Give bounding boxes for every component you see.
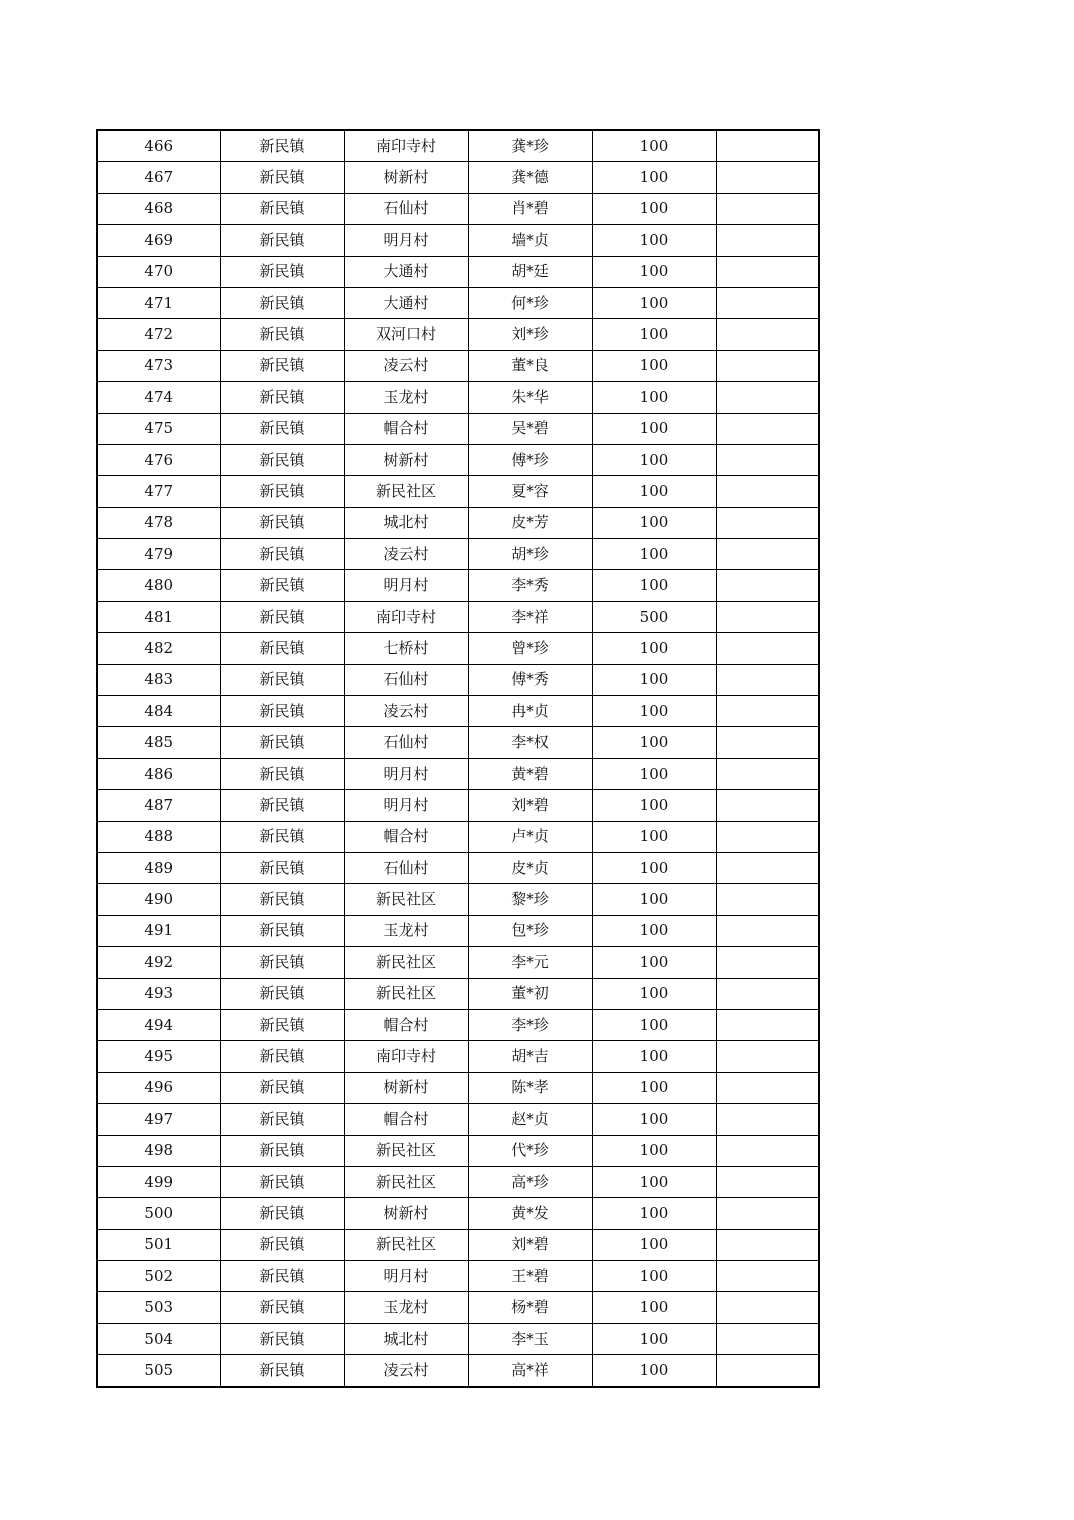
amount-cell: 100 xyxy=(592,350,716,381)
table-row xyxy=(97,444,819,475)
town-cell: 新民镇 xyxy=(220,1229,344,1260)
village-cell: 南印寺村 xyxy=(344,1041,468,1072)
note-cell xyxy=(716,256,819,287)
town-cell: 新民镇 xyxy=(220,1041,344,1072)
name-cell: 杨*碧 xyxy=(468,1292,592,1323)
row-number-cell: 471 xyxy=(97,287,220,318)
note-cell xyxy=(716,758,819,789)
amount-cell: 100 xyxy=(592,162,716,193)
table-row xyxy=(97,601,819,632)
amount-cell: 100 xyxy=(592,1135,716,1166)
village-cell: 七桥村 xyxy=(344,633,468,664)
row-number-cell: 487 xyxy=(97,790,220,821)
table-row xyxy=(97,287,819,318)
row-number-cell: 500 xyxy=(97,1198,220,1229)
town-cell: 新民镇 xyxy=(220,884,344,915)
table-row xyxy=(97,1261,819,1292)
row-number-cell: 498 xyxy=(97,1135,220,1166)
amount-cell: 100 xyxy=(592,852,716,883)
amount-cell: 100 xyxy=(592,978,716,1009)
village-cell: 明月村 xyxy=(344,570,468,601)
town-cell: 新民镇 xyxy=(220,947,344,978)
name-cell: 黄*发 xyxy=(468,1198,592,1229)
town-cell: 新民镇 xyxy=(220,1323,344,1354)
village-cell: 树新村 xyxy=(344,1198,468,1229)
row-number-cell: 504 xyxy=(97,1323,220,1354)
name-cell: 何*珍 xyxy=(468,287,592,318)
village-cell: 新民社区 xyxy=(344,1229,468,1260)
note-cell xyxy=(716,507,819,538)
town-cell: 新民镇 xyxy=(220,319,344,350)
amount-cell: 100 xyxy=(592,287,716,318)
town-cell: 新民镇 xyxy=(220,601,344,632)
table-row xyxy=(97,978,819,1009)
name-cell: 高*祥 xyxy=(468,1355,592,1387)
village-cell: 树新村 xyxy=(344,1072,468,1103)
row-number-cell: 481 xyxy=(97,601,220,632)
town-cell: 新民镇 xyxy=(220,350,344,381)
name-cell: 赵*贞 xyxy=(468,1104,592,1135)
note-cell xyxy=(716,539,819,570)
table-row xyxy=(97,539,819,570)
note-cell xyxy=(716,570,819,601)
village-cell: 城北村 xyxy=(344,507,468,538)
town-cell: 新民镇 xyxy=(220,162,344,193)
village-cell: 明月村 xyxy=(344,758,468,789)
table-row xyxy=(97,664,819,695)
name-cell: 李*珍 xyxy=(468,1009,592,1040)
amount-cell: 100 xyxy=(592,225,716,256)
row-number-cell: 502 xyxy=(97,1261,220,1292)
row-number-cell: 479 xyxy=(97,539,220,570)
name-cell: 肖*碧 xyxy=(468,193,592,224)
village-cell: 玉龙村 xyxy=(344,915,468,946)
name-cell: 傅*珍 xyxy=(468,444,592,475)
village-cell: 南印寺村 xyxy=(344,130,468,162)
name-cell: 胡*吉 xyxy=(468,1041,592,1072)
amount-cell: 100 xyxy=(592,413,716,444)
name-cell: 代*珍 xyxy=(468,1135,592,1166)
name-cell: 胡*珍 xyxy=(468,539,592,570)
note-cell xyxy=(716,413,819,444)
table-row xyxy=(97,225,819,256)
row-number-cell: 485 xyxy=(97,727,220,758)
row-number-cell: 478 xyxy=(97,507,220,538)
town-cell: 新民镇 xyxy=(220,1104,344,1135)
row-number-cell: 476 xyxy=(97,444,220,475)
village-cell: 玉龙村 xyxy=(344,382,468,413)
note-cell xyxy=(716,162,819,193)
amount-cell: 100 xyxy=(592,821,716,852)
name-cell: 吴*碧 xyxy=(468,413,592,444)
amount-cell: 100 xyxy=(592,633,716,664)
table-row xyxy=(97,1198,819,1229)
town-cell: 新民镇 xyxy=(220,1292,344,1323)
town-cell: 新民镇 xyxy=(220,915,344,946)
table-row xyxy=(97,633,819,664)
row-number-cell: 490 xyxy=(97,884,220,915)
table-row xyxy=(97,319,819,350)
table-row xyxy=(97,476,819,507)
village-cell: 石仙村 xyxy=(344,727,468,758)
village-cell: 凌云村 xyxy=(344,539,468,570)
village-cell: 石仙村 xyxy=(344,664,468,695)
village-cell: 明月村 xyxy=(344,790,468,821)
village-cell: 帽合村 xyxy=(344,1009,468,1040)
town-cell: 新民镇 xyxy=(220,1261,344,1292)
name-cell: 龚*珍 xyxy=(468,130,592,162)
town-cell: 新民镇 xyxy=(220,1135,344,1166)
note-cell xyxy=(716,884,819,915)
village-cell: 新民社区 xyxy=(344,978,468,1009)
village-cell: 南印寺村 xyxy=(344,601,468,632)
note-cell xyxy=(716,225,819,256)
town-cell: 新民镇 xyxy=(220,1072,344,1103)
table-row xyxy=(97,382,819,413)
row-number-cell: 496 xyxy=(97,1072,220,1103)
table-row xyxy=(97,790,819,821)
town-cell: 新民镇 xyxy=(220,1355,344,1387)
note-cell xyxy=(716,1135,819,1166)
name-cell: 皮*芳 xyxy=(468,507,592,538)
note-cell xyxy=(716,915,819,946)
name-cell: 龚*德 xyxy=(468,162,592,193)
village-cell: 大通村 xyxy=(344,256,468,287)
table-row xyxy=(97,1323,819,1354)
amount-cell: 100 xyxy=(592,1166,716,1197)
village-cell: 新民社区 xyxy=(344,884,468,915)
town-cell: 新民镇 xyxy=(220,821,344,852)
amount-cell: 100 xyxy=(592,1009,716,1040)
village-cell: 明月村 xyxy=(344,225,468,256)
note-cell xyxy=(716,1072,819,1103)
row-number-cell: 477 xyxy=(97,476,220,507)
row-number-cell: 484 xyxy=(97,696,220,727)
table-row xyxy=(97,884,819,915)
name-cell: 卢*贞 xyxy=(468,821,592,852)
note-cell xyxy=(716,193,819,224)
name-cell: 墙*贞 xyxy=(468,225,592,256)
row-number-cell: 483 xyxy=(97,664,220,695)
amount-cell: 100 xyxy=(592,130,716,162)
table-row xyxy=(97,1041,819,1072)
row-number-cell: 499 xyxy=(97,1166,220,1197)
note-cell xyxy=(716,978,819,1009)
town-cell: 新民镇 xyxy=(220,193,344,224)
village-cell: 玉龙村 xyxy=(344,1292,468,1323)
town-cell: 新民镇 xyxy=(220,664,344,695)
table-row xyxy=(97,1292,819,1323)
village-cell: 帽合村 xyxy=(344,413,468,444)
name-cell: 李*玉 xyxy=(468,1323,592,1354)
table-row xyxy=(97,413,819,444)
town-cell: 新民镇 xyxy=(220,256,344,287)
table-row xyxy=(97,1355,819,1387)
roster-table xyxy=(96,129,820,1388)
note-cell xyxy=(716,319,819,350)
table-row xyxy=(97,1104,819,1135)
village-cell: 凌云村 xyxy=(344,696,468,727)
note-cell xyxy=(716,1229,819,1260)
table-row xyxy=(97,758,819,789)
row-number-cell: 466 xyxy=(97,130,220,162)
town-cell: 新民镇 xyxy=(220,507,344,538)
name-cell: 夏*容 xyxy=(468,476,592,507)
row-number-cell: 491 xyxy=(97,915,220,946)
village-cell: 树新村 xyxy=(344,162,468,193)
amount-cell: 100 xyxy=(592,884,716,915)
note-cell xyxy=(716,1009,819,1040)
amount-cell: 100 xyxy=(592,1104,716,1135)
amount-cell: 100 xyxy=(592,1355,716,1387)
row-number-cell: 470 xyxy=(97,256,220,287)
village-cell: 大通村 xyxy=(344,287,468,318)
town-cell: 新民镇 xyxy=(220,225,344,256)
name-cell: 李*祥 xyxy=(468,601,592,632)
table-row xyxy=(97,1166,819,1197)
table-row xyxy=(97,1135,819,1166)
name-cell: 王*碧 xyxy=(468,1261,592,1292)
amount-cell: 100 xyxy=(592,1323,716,1354)
table-row xyxy=(97,947,819,978)
name-cell: 李*元 xyxy=(468,947,592,978)
village-cell: 城北村 xyxy=(344,1323,468,1354)
town-cell: 新民镇 xyxy=(220,633,344,664)
row-number-cell: 501 xyxy=(97,1229,220,1260)
name-cell: 朱*华 xyxy=(468,382,592,413)
table-row xyxy=(97,507,819,538)
name-cell: 包*珍 xyxy=(468,915,592,946)
name-cell: 黎*珍 xyxy=(468,884,592,915)
note-cell xyxy=(716,727,819,758)
town-cell: 新民镇 xyxy=(220,130,344,162)
village-cell: 帽合村 xyxy=(344,821,468,852)
village-cell: 帽合村 xyxy=(344,1104,468,1135)
note-cell xyxy=(716,821,819,852)
table-row xyxy=(97,130,819,162)
village-cell: 凌云村 xyxy=(344,1355,468,1387)
table-row xyxy=(97,256,819,287)
town-cell: 新民镇 xyxy=(220,287,344,318)
amount-cell: 100 xyxy=(592,539,716,570)
note-cell xyxy=(716,790,819,821)
note-cell xyxy=(716,444,819,475)
amount-cell: 100 xyxy=(592,790,716,821)
table-row xyxy=(97,915,819,946)
note-cell xyxy=(716,633,819,664)
town-cell: 新民镇 xyxy=(220,758,344,789)
row-number-cell: 468 xyxy=(97,193,220,224)
note-cell xyxy=(716,1198,819,1229)
table-row xyxy=(97,727,819,758)
name-cell: 李*秀 xyxy=(468,570,592,601)
amount-cell: 100 xyxy=(592,1261,716,1292)
village-cell: 明月村 xyxy=(344,1261,468,1292)
town-cell: 新民镇 xyxy=(220,444,344,475)
note-cell xyxy=(716,130,819,162)
name-cell: 皮*贞 xyxy=(468,852,592,883)
table-row xyxy=(97,821,819,852)
note-cell xyxy=(716,1292,819,1323)
table-row xyxy=(97,1009,819,1040)
row-number-cell: 472 xyxy=(97,319,220,350)
amount-cell: 100 xyxy=(592,1041,716,1072)
town-cell: 新民镇 xyxy=(220,790,344,821)
name-cell: 胡*廷 xyxy=(468,256,592,287)
row-number-cell: 492 xyxy=(97,947,220,978)
note-cell xyxy=(716,664,819,695)
row-number-cell: 489 xyxy=(97,852,220,883)
name-cell: 傅*秀 xyxy=(468,664,592,695)
village-cell: 新民社区 xyxy=(344,1166,468,1197)
note-cell xyxy=(716,1041,819,1072)
row-number-cell: 467 xyxy=(97,162,220,193)
village-cell: 石仙村 xyxy=(344,852,468,883)
row-number-cell: 488 xyxy=(97,821,220,852)
table-row xyxy=(97,696,819,727)
table-row xyxy=(97,852,819,883)
amount-cell: 100 xyxy=(592,1229,716,1260)
name-cell: 刘*碧 xyxy=(468,1229,592,1260)
row-number-cell: 469 xyxy=(97,225,220,256)
note-cell xyxy=(716,1166,819,1197)
note-cell xyxy=(716,1261,819,1292)
amount-cell: 100 xyxy=(592,696,716,727)
village-cell: 树新村 xyxy=(344,444,468,475)
row-number-cell: 473 xyxy=(97,350,220,381)
row-number-cell: 493 xyxy=(97,978,220,1009)
town-cell: 新民镇 xyxy=(220,852,344,883)
row-number-cell: 503 xyxy=(97,1292,220,1323)
amount-cell: 100 xyxy=(592,947,716,978)
town-cell: 新民镇 xyxy=(220,727,344,758)
name-cell: 冉*贞 xyxy=(468,696,592,727)
village-cell: 新民社区 xyxy=(344,1135,468,1166)
note-cell xyxy=(716,287,819,318)
amount-cell: 100 xyxy=(592,476,716,507)
village-cell: 新民社区 xyxy=(344,476,468,507)
amount-cell: 500 xyxy=(592,601,716,632)
name-cell: 高*珍 xyxy=(468,1166,592,1197)
town-cell: 新民镇 xyxy=(220,1166,344,1197)
roster-body xyxy=(97,130,819,1387)
row-number-cell: 495 xyxy=(97,1041,220,1072)
note-cell xyxy=(716,947,819,978)
table-row xyxy=(97,350,819,381)
note-cell xyxy=(716,1355,819,1387)
note-cell xyxy=(716,350,819,381)
amount-cell: 100 xyxy=(592,1072,716,1103)
name-cell: 董*初 xyxy=(468,978,592,1009)
amount-cell: 100 xyxy=(592,1198,716,1229)
town-cell: 新民镇 xyxy=(220,696,344,727)
name-cell: 曾*珍 xyxy=(468,633,592,664)
note-cell xyxy=(716,1104,819,1135)
town-cell: 新民镇 xyxy=(220,413,344,444)
row-number-cell: 497 xyxy=(97,1104,220,1135)
village-cell: 石仙村 xyxy=(344,193,468,224)
note-cell xyxy=(716,852,819,883)
town-cell: 新民镇 xyxy=(220,570,344,601)
row-number-cell: 475 xyxy=(97,413,220,444)
amount-cell: 100 xyxy=(592,915,716,946)
table-row xyxy=(97,1072,819,1103)
row-number-cell: 480 xyxy=(97,570,220,601)
row-number-cell: 494 xyxy=(97,1009,220,1040)
town-cell: 新民镇 xyxy=(220,382,344,413)
amount-cell: 100 xyxy=(592,507,716,538)
town-cell: 新民镇 xyxy=(220,1198,344,1229)
row-number-cell: 486 xyxy=(97,758,220,789)
row-number-cell: 474 xyxy=(97,382,220,413)
name-cell: 黄*碧 xyxy=(468,758,592,789)
table-row xyxy=(97,193,819,224)
name-cell: 李*权 xyxy=(468,727,592,758)
amount-cell: 100 xyxy=(592,193,716,224)
amount-cell: 100 xyxy=(592,444,716,475)
amount-cell: 100 xyxy=(592,664,716,695)
village-cell: 双河口村 xyxy=(344,319,468,350)
note-cell xyxy=(716,1323,819,1354)
table-row xyxy=(97,162,819,193)
table-row xyxy=(97,570,819,601)
amount-cell: 100 xyxy=(592,727,716,758)
amount-cell: 100 xyxy=(592,758,716,789)
note-cell xyxy=(716,696,819,727)
name-cell: 刘*珍 xyxy=(468,319,592,350)
note-cell xyxy=(716,476,819,507)
row-number-cell: 482 xyxy=(97,633,220,664)
row-number-cell: 505 xyxy=(97,1355,220,1387)
name-cell: 刘*碧 xyxy=(468,790,592,821)
amount-cell: 100 xyxy=(592,319,716,350)
amount-cell: 100 xyxy=(592,570,716,601)
village-cell: 凌云村 xyxy=(344,350,468,381)
amount-cell: 100 xyxy=(592,256,716,287)
amount-cell: 100 xyxy=(592,1292,716,1323)
note-cell xyxy=(716,601,819,632)
town-cell: 新民镇 xyxy=(220,978,344,1009)
amount-cell: 100 xyxy=(592,382,716,413)
table-row xyxy=(97,1229,819,1260)
name-cell: 陈*孝 xyxy=(468,1072,592,1103)
town-cell: 新民镇 xyxy=(220,539,344,570)
town-cell: 新民镇 xyxy=(220,1009,344,1040)
name-cell: 董*良 xyxy=(468,350,592,381)
village-cell: 新民社区 xyxy=(344,947,468,978)
town-cell: 新民镇 xyxy=(220,476,344,507)
note-cell xyxy=(716,382,819,413)
